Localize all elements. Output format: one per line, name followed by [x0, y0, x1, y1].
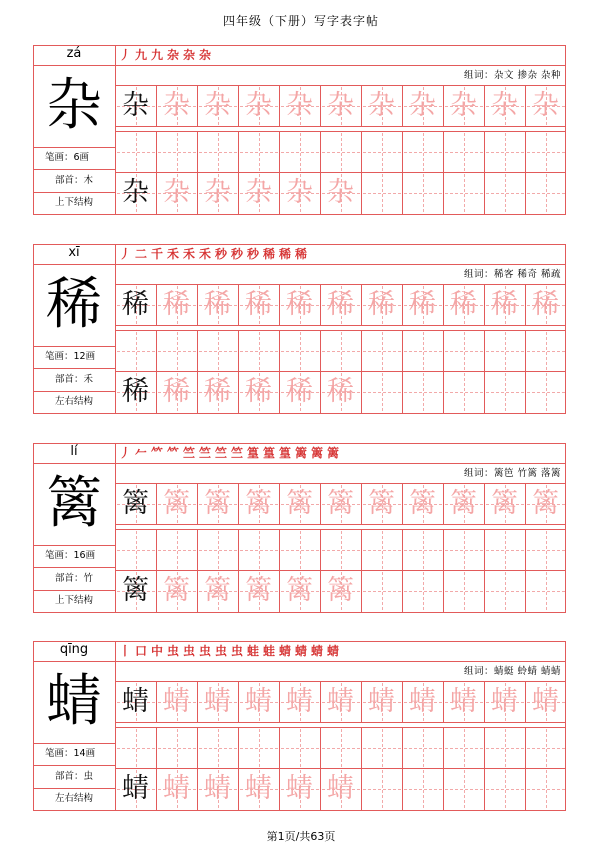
cell-line — [361, 570, 362, 612]
stroke-step: 蜻 — [327, 644, 340, 658]
stroke-step: 稀 — [279, 247, 292, 261]
guide-line — [322, 748, 360, 749]
stroke-step: 丨 — [119, 644, 132, 658]
cell-line — [525, 131, 526, 172]
trace-character: 稀 — [491, 289, 518, 320]
stroke-step: 九 — [135, 48, 148, 62]
guide-line — [527, 789, 565, 790]
trace-character: 杂 — [327, 177, 354, 208]
cell-line — [320, 330, 321, 371]
stroke-step: 虫 — [215, 644, 228, 658]
radical-label: 部首：虫 — [54, 771, 93, 782]
grid-line — [115, 65, 566, 66]
trace-character: 杂 — [163, 90, 190, 121]
word-examples: 组词：蜻蜓 蛉蜻 蜻蜻 — [463, 666, 561, 677]
guide-line — [527, 351, 565, 352]
guide-line — [486, 789, 524, 790]
stroke-step: 禾 — [167, 247, 180, 261]
cell-line — [484, 727, 485, 768]
guide-line — [404, 152, 442, 153]
stroke-step: 杂 — [199, 48, 212, 62]
stroke-step: 篱 — [295, 446, 308, 460]
guide-line — [445, 748, 483, 749]
cell-line — [320, 131, 321, 172]
cell-line — [443, 172, 444, 214]
frame-line — [565, 244, 566, 414]
stroke-step: 虫 — [231, 644, 244, 658]
trace-character: 篱 — [491, 488, 518, 519]
stroke-step: 蜻 — [295, 644, 308, 658]
trace-character: 蜻 — [204, 773, 231, 804]
cell-line — [197, 529, 198, 570]
trace-character: 杂 — [491, 90, 518, 121]
guide-line — [363, 789, 401, 790]
guide-line — [404, 193, 442, 194]
grid-line — [115, 126, 566, 127]
cell-line — [361, 727, 362, 768]
stroke-order — [115, 443, 566, 463]
cell-line — [525, 371, 526, 413]
pinyin-label: lí — [70, 444, 78, 459]
guide-line — [199, 351, 237, 352]
trace-character: 稀 — [163, 289, 190, 320]
guide-line — [445, 351, 483, 352]
trace-character: 稀 — [409, 289, 436, 320]
guide-line — [527, 152, 565, 153]
trace-character: 杂 — [245, 177, 272, 208]
trace-character: 篱 — [286, 575, 313, 606]
character-block — [33, 641, 566, 811]
cell-line — [197, 727, 198, 768]
stroke-step: 虫 — [183, 644, 196, 658]
guide-line — [445, 392, 483, 393]
cell-line — [238, 727, 239, 768]
cell-line — [402, 768, 403, 810]
structure-label: 上下结构 — [54, 197, 93, 208]
structure-label: 左右结构 — [54, 793, 93, 804]
guide-line — [322, 550, 360, 551]
trace-character: 稀 — [368, 289, 395, 320]
trace-character: 蜻 — [245, 773, 272, 804]
cell-line — [238, 529, 239, 570]
trace-character: 杂 — [368, 90, 395, 121]
trace-character: 篱 — [450, 488, 477, 519]
trace-character: 杂 — [245, 90, 272, 121]
guide-line — [281, 351, 319, 352]
guide-line — [117, 152, 155, 153]
trace-character: 蜻 — [532, 686, 559, 717]
trace-character: 杂 — [409, 90, 436, 121]
structure-label: 上下结构 — [54, 595, 93, 606]
trace-character: 蜻 — [245, 686, 272, 717]
cell-line — [402, 172, 403, 214]
cell-line — [484, 131, 485, 172]
model-character: 篱 — [122, 488, 149, 519]
guide-line — [158, 550, 196, 551]
stroke-step: 千 — [151, 247, 164, 261]
guide-line — [363, 748, 401, 749]
trace-character: 篱 — [245, 575, 272, 606]
stroke-step: 秒 — [231, 247, 244, 261]
stroke-step: 秒 — [215, 247, 228, 261]
guide-line — [486, 591, 524, 592]
structure-label: 左右结构 — [54, 396, 93, 407]
grid-line — [115, 330, 566, 331]
guide-line — [117, 550, 155, 551]
guide-line — [404, 550, 442, 551]
cell-line — [525, 529, 526, 570]
guide-line — [281, 748, 319, 749]
character-block — [33, 443, 566, 613]
trace-character: 篱 — [245, 488, 272, 519]
cell-line — [238, 131, 239, 172]
model-character: 篱 — [122, 575, 149, 606]
cell-line — [484, 570, 485, 612]
trace-character: 稀 — [450, 289, 477, 320]
guide-line — [486, 351, 524, 352]
stroke-step: 篱 — [327, 446, 340, 460]
grid-line — [115, 463, 566, 464]
stroke-step: 篁 — [263, 446, 276, 460]
guide-line — [363, 392, 401, 393]
guide-line — [486, 748, 524, 749]
trace-character: 杂 — [286, 90, 313, 121]
stroke-step: 杂 — [167, 48, 180, 62]
radical-label: 部首：竹 — [54, 573, 93, 584]
stroke-order — [115, 641, 566, 661]
cell-line — [156, 131, 157, 172]
trace-character: 篱 — [409, 488, 436, 519]
cell-line — [320, 727, 321, 768]
trace-character: 蜻 — [204, 686, 231, 717]
guide-line — [445, 789, 483, 790]
cell-line — [402, 330, 403, 371]
radical-label: 部首：禾 — [54, 374, 93, 385]
cell-line — [525, 570, 526, 612]
guide-line — [445, 152, 483, 153]
character-block — [33, 45, 566, 215]
stroke-step: 竺 — [231, 446, 244, 460]
trace-character: 蜻 — [409, 686, 436, 717]
guide-line — [445, 193, 483, 194]
large-character: 稀 — [46, 272, 102, 337]
stroke-step: 竺 — [215, 446, 228, 460]
guide-line — [363, 152, 401, 153]
trace-character: 杂 — [286, 177, 313, 208]
stroke-step: 中 — [151, 644, 164, 658]
cell-line — [402, 131, 403, 172]
trace-character: 篱 — [204, 575, 231, 606]
guide-line — [158, 351, 196, 352]
cell-line — [279, 330, 280, 371]
stroke-step: 篁 — [279, 446, 292, 460]
cell-line — [525, 330, 526, 371]
guide-line — [363, 351, 401, 352]
word-examples: 组词：篱笆 竹篱 落篱 — [463, 468, 561, 479]
model-character: 杂 — [122, 90, 149, 121]
model-character: 稀 — [122, 376, 149, 407]
stroke-step: 禾 — [183, 247, 196, 261]
frame-line — [565, 443, 566, 613]
stroke-step: 二 — [135, 247, 148, 261]
word-examples: 组词：杂文 掺杂 杂种 — [463, 70, 561, 81]
cell-line — [484, 330, 485, 371]
guide-line — [404, 591, 442, 592]
stroke-step: 𥫗 — [151, 446, 164, 460]
word-examples: 组词：稀客 稀奇 稀疏 — [463, 269, 561, 280]
cell-line — [238, 330, 239, 371]
cell-line — [361, 172, 362, 214]
cell-line — [361, 131, 362, 172]
trace-character: 蜻 — [286, 773, 313, 804]
pinyin-label: zá — [66, 46, 82, 61]
guide-line — [158, 152, 196, 153]
stroke-step: 蜻 — [279, 644, 292, 658]
cell-line — [443, 768, 444, 810]
trace-character: 篱 — [532, 488, 559, 519]
stroke-step: 竺 — [199, 446, 212, 460]
stroke-count: 笔画：16画 — [45, 550, 96, 561]
stroke-step: 丿 — [119, 247, 132, 261]
guide-line — [363, 591, 401, 592]
cell-line — [443, 371, 444, 413]
guide-line — [527, 550, 565, 551]
large-character: 篱 — [46, 471, 102, 536]
guide-line — [527, 591, 565, 592]
model-character: 蜻 — [122, 773, 149, 804]
trace-character: 蜻 — [163, 686, 190, 717]
stroke-count: 笔画：6画 — [45, 152, 90, 163]
stroke-step: 虫 — [199, 644, 212, 658]
grid-line — [115, 264, 566, 265]
guide-line — [404, 748, 442, 749]
grid-line — [115, 524, 566, 525]
pinyin-label: qīng — [59, 642, 89, 657]
guide-line — [527, 193, 565, 194]
grid-line — [115, 214, 566, 215]
stroke-order — [115, 244, 566, 264]
large-character: 蜻 — [46, 669, 102, 734]
cell-line — [156, 727, 157, 768]
trace-character: 稀 — [245, 376, 272, 407]
stroke-step: 秒 — [247, 247, 260, 261]
cell-line — [361, 529, 362, 570]
cell-line — [484, 529, 485, 570]
grid-line — [115, 612, 566, 613]
stroke-step: 虫 — [167, 644, 180, 658]
cell-line — [361, 371, 362, 413]
trace-character: 稀 — [532, 289, 559, 320]
cell-line — [443, 727, 444, 768]
cell-line — [156, 330, 157, 371]
trace-character: 篱 — [163, 488, 190, 519]
stroke-step: 蛙 — [247, 644, 260, 658]
guide-line — [486, 392, 524, 393]
stroke-step: 稀 — [263, 247, 276, 261]
cell-line — [484, 371, 485, 413]
cell-line — [443, 330, 444, 371]
guide-line — [445, 550, 483, 551]
grid-line — [115, 727, 566, 728]
trace-character: 蜻 — [163, 773, 190, 804]
model-character: 杂 — [122, 177, 149, 208]
stroke-order — [115, 45, 566, 65]
trace-character: 杂 — [327, 90, 354, 121]
guide-line — [486, 550, 524, 551]
trace-character: 稀 — [163, 376, 190, 407]
trace-character: 稀 — [286, 289, 313, 320]
cell-line — [197, 330, 198, 371]
stroke-count: 笔画：14画 — [45, 748, 96, 759]
guide-line — [117, 351, 155, 352]
guide-line — [199, 748, 237, 749]
grid-line — [115, 529, 566, 530]
trace-character: 稀 — [286, 376, 313, 407]
guide-line — [240, 550, 278, 551]
model-character: 蜻 — [122, 686, 149, 717]
page-title: 四年级（下册）写字表字帖 — [222, 14, 379, 28]
guide-line — [240, 152, 278, 153]
trace-character: 稀 — [327, 376, 354, 407]
trace-character: 蜻 — [368, 686, 395, 717]
stroke-step: 丿 — [119, 446, 132, 460]
guide-line — [363, 550, 401, 551]
guide-line — [404, 789, 442, 790]
cell-line — [525, 768, 526, 810]
trace-character: 杂 — [204, 90, 231, 121]
trace-character: 蜻 — [450, 686, 477, 717]
stroke-step: 篱 — [311, 446, 324, 460]
guide-line — [404, 351, 442, 352]
guide-line — [199, 550, 237, 551]
trace-character: 杂 — [532, 90, 559, 121]
pinyin-label: xī — [68, 245, 80, 260]
trace-character: 篱 — [327, 488, 354, 519]
guide-line — [281, 152, 319, 153]
cell-line — [320, 529, 321, 570]
cell-line — [402, 371, 403, 413]
stroke-step: 九 — [151, 48, 164, 62]
cell-line — [279, 131, 280, 172]
trace-character: 稀 — [327, 289, 354, 320]
trace-character: 篱 — [204, 488, 231, 519]
cell-line — [525, 727, 526, 768]
stroke-count: 笔画：12画 — [45, 351, 96, 362]
cell-line — [443, 131, 444, 172]
cell-line — [361, 768, 362, 810]
cell-line — [279, 529, 280, 570]
trace-character: 稀 — [204, 289, 231, 320]
frame-line — [565, 45, 566, 215]
large-character: 杂 — [46, 73, 102, 138]
cell-line — [484, 768, 485, 810]
trace-character: 稀 — [245, 289, 272, 320]
grid-line — [115, 413, 566, 414]
grid-line — [115, 131, 566, 132]
cell-line — [402, 570, 403, 612]
cell-line — [197, 131, 198, 172]
cell-line — [279, 727, 280, 768]
trace-character: 稀 — [204, 376, 231, 407]
cell-line — [484, 172, 485, 214]
stroke-step: 篁 — [247, 446, 260, 460]
guide-line — [445, 591, 483, 592]
trace-character: 蜻 — [327, 686, 354, 717]
trace-character: 杂 — [204, 177, 231, 208]
trace-character: 蜻 — [327, 773, 354, 804]
stroke-step: 蜻 — [311, 644, 324, 658]
guide-line — [322, 152, 360, 153]
stroke-step: 口 — [135, 644, 148, 658]
cell-line — [525, 172, 526, 214]
trace-character: 篱 — [286, 488, 313, 519]
stroke-step: 𥫗 — [167, 446, 180, 460]
stroke-step: 竺 — [183, 446, 196, 460]
stroke-step: 稀 — [295, 247, 308, 261]
stroke-step: 蛙 — [263, 644, 276, 658]
cell-line — [443, 570, 444, 612]
stroke-step: 禾 — [199, 247, 212, 261]
grid-line — [115, 722, 566, 723]
guide-line — [322, 351, 360, 352]
cell-line — [402, 529, 403, 570]
guide-line — [240, 748, 278, 749]
stroke-step: 丿 — [119, 48, 132, 62]
trace-character: 篱 — [368, 488, 395, 519]
trace-character: 蜻 — [286, 686, 313, 717]
guide-line — [363, 193, 401, 194]
stroke-step: 𠂉 — [135, 446, 148, 460]
grid-line — [115, 810, 566, 811]
trace-character: 杂 — [450, 90, 477, 121]
guide-line — [486, 152, 524, 153]
model-character: 稀 — [122, 289, 149, 320]
trace-character: 杂 — [163, 177, 190, 208]
cell-line — [402, 727, 403, 768]
guide-line — [527, 748, 565, 749]
character-block — [33, 244, 566, 414]
trace-character: 篱 — [327, 575, 354, 606]
guide-line — [240, 351, 278, 352]
guide-line — [404, 392, 442, 393]
guide-line — [486, 193, 524, 194]
guide-line — [117, 748, 155, 749]
frame-line — [565, 641, 566, 811]
stroke-step: 杂 — [183, 48, 196, 62]
cell-line — [443, 529, 444, 570]
grid-line — [115, 325, 566, 326]
guide-line — [281, 550, 319, 551]
trace-character: 蜻 — [491, 686, 518, 717]
cell-line — [361, 330, 362, 371]
guide-line — [199, 152, 237, 153]
guide-line — [158, 748, 196, 749]
trace-character: 篱 — [163, 575, 190, 606]
guide-line — [527, 392, 565, 393]
radical-label: 部首：木 — [54, 175, 93, 186]
grid-line — [115, 661, 566, 662]
page-number: 第1页/共63页 — [266, 830, 336, 843]
cell-line — [156, 529, 157, 570]
